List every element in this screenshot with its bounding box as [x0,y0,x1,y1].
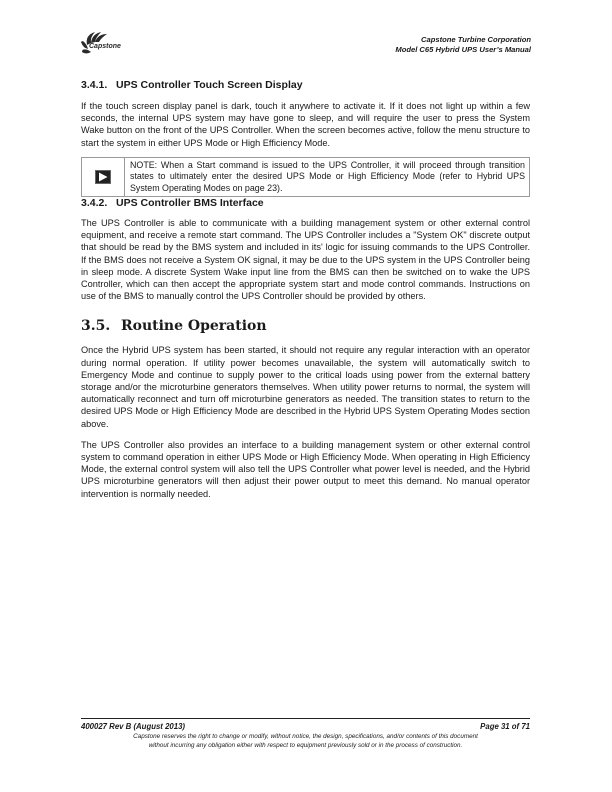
heading-3-5 [81,317,530,335]
paragraph-touch-screen: If the touch screen display panel is dark, touch it anywhere to activate it. If it does not light up within a few seconds, the internal UPS system may have gone to sleep, and will require the user to press the System Wake button on the front of the UPS Controller. When the screen becomes active, follow the menu structure to start the system in either UPS Mode or High Efficiency Mode. [81,101,530,148]
note-text: NOTE: When a Start command is issued to the UPS Controller, it will proceed through transition states to ultimately enter the desired UPS Mode or High Efficiency Mode (refer to Hybrid UPS System Operating Modes on page 23). [130,159,525,193]
play-arrow-icon [95,170,111,184]
footer-disclaimer-line2: without incurring any obligation either with respect to equipment previously sold or in the process of construction. [148,741,463,749]
paragraph-bms-interface: The UPS Controller is able to communicate with a building management system or other external control equipment, and receive a remote start command. The UPS Controller includes a "System OK" discrete output that should be read by the BMS system and included in its' logic for issuing commands to the UPS Controller. If the BMS does not receive a System OK signal, it may be due to the UPS system in the UPS Controller being in sleep mode. A discrete System Wake input line from the BMS can then be switched on to wake the UPS Controller, which can then accept the appropriate system start and mode control commands. Instructions on use of the BMS to manually control the UPS Controller should be provided by others. [81,218,530,302]
logo-wordmark: Capstone [89,43,121,50]
page-footer [81,718,530,750]
footer-page-number: Page 31 of 71 [480,722,530,731]
paragraph-routine-operation-2: The UPS Controller also provides an interface to a building management system or other external control system to command operation in either UPS Mode or High Efficiency Mode. When operating in High Efficiency Mode, the external control system will also tell the UPS Controller what power level is needed, and the Hybrid UPS microturbine generators will then adjust their power output to meet this demand. No manual operator intervention is normally needed. [81,439,530,499]
page-header [395,35,531,55]
note-icon-cell [82,158,125,196]
header-company: Capstone Turbine Corporation [421,35,531,44]
section-title: Routine Operation [121,318,267,335]
paragraph-routine-operation-1: Once the Hybrid UPS system has been started, it should not require any regular interaction with an operator during normal operation. If utility power becomes unavailable, the system will automatically switch to Emergency Mode and continue to supply power to the critical loads using power from the external battery storage and/or the microturbine generators themselves. When utility power returns to normal, the system will automatically reconnect and turn off microturbine generators as needed. The transition states to return to the desired UPS Mode or High Efficiency Mode are described in the Hybrid UPS System Operating Modes section above. [81,345,530,429]
header-manual-title: Model C65 Hybrid UPS User’s Manual [395,45,531,54]
footer-disclaimer [81,733,530,750]
footer-doc-id: 400027 Rev B (August 2013) [81,722,186,731]
heading-3-4-2: 3.4.2. UPS Controller BMS Interface [81,197,264,210]
page-body [81,79,530,500]
footer-disclaimer-line1: Capstone reserves the right to change or modify, without notice, the design, specifications, and/or contents of this document [133,733,478,740]
note-box [81,157,530,197]
capstone-logo [79,29,123,59]
section-number: 3.5. [81,318,111,335]
heading-3-4-1: 3.4.1. UPS Controller Touch Screen Display [81,79,303,91]
